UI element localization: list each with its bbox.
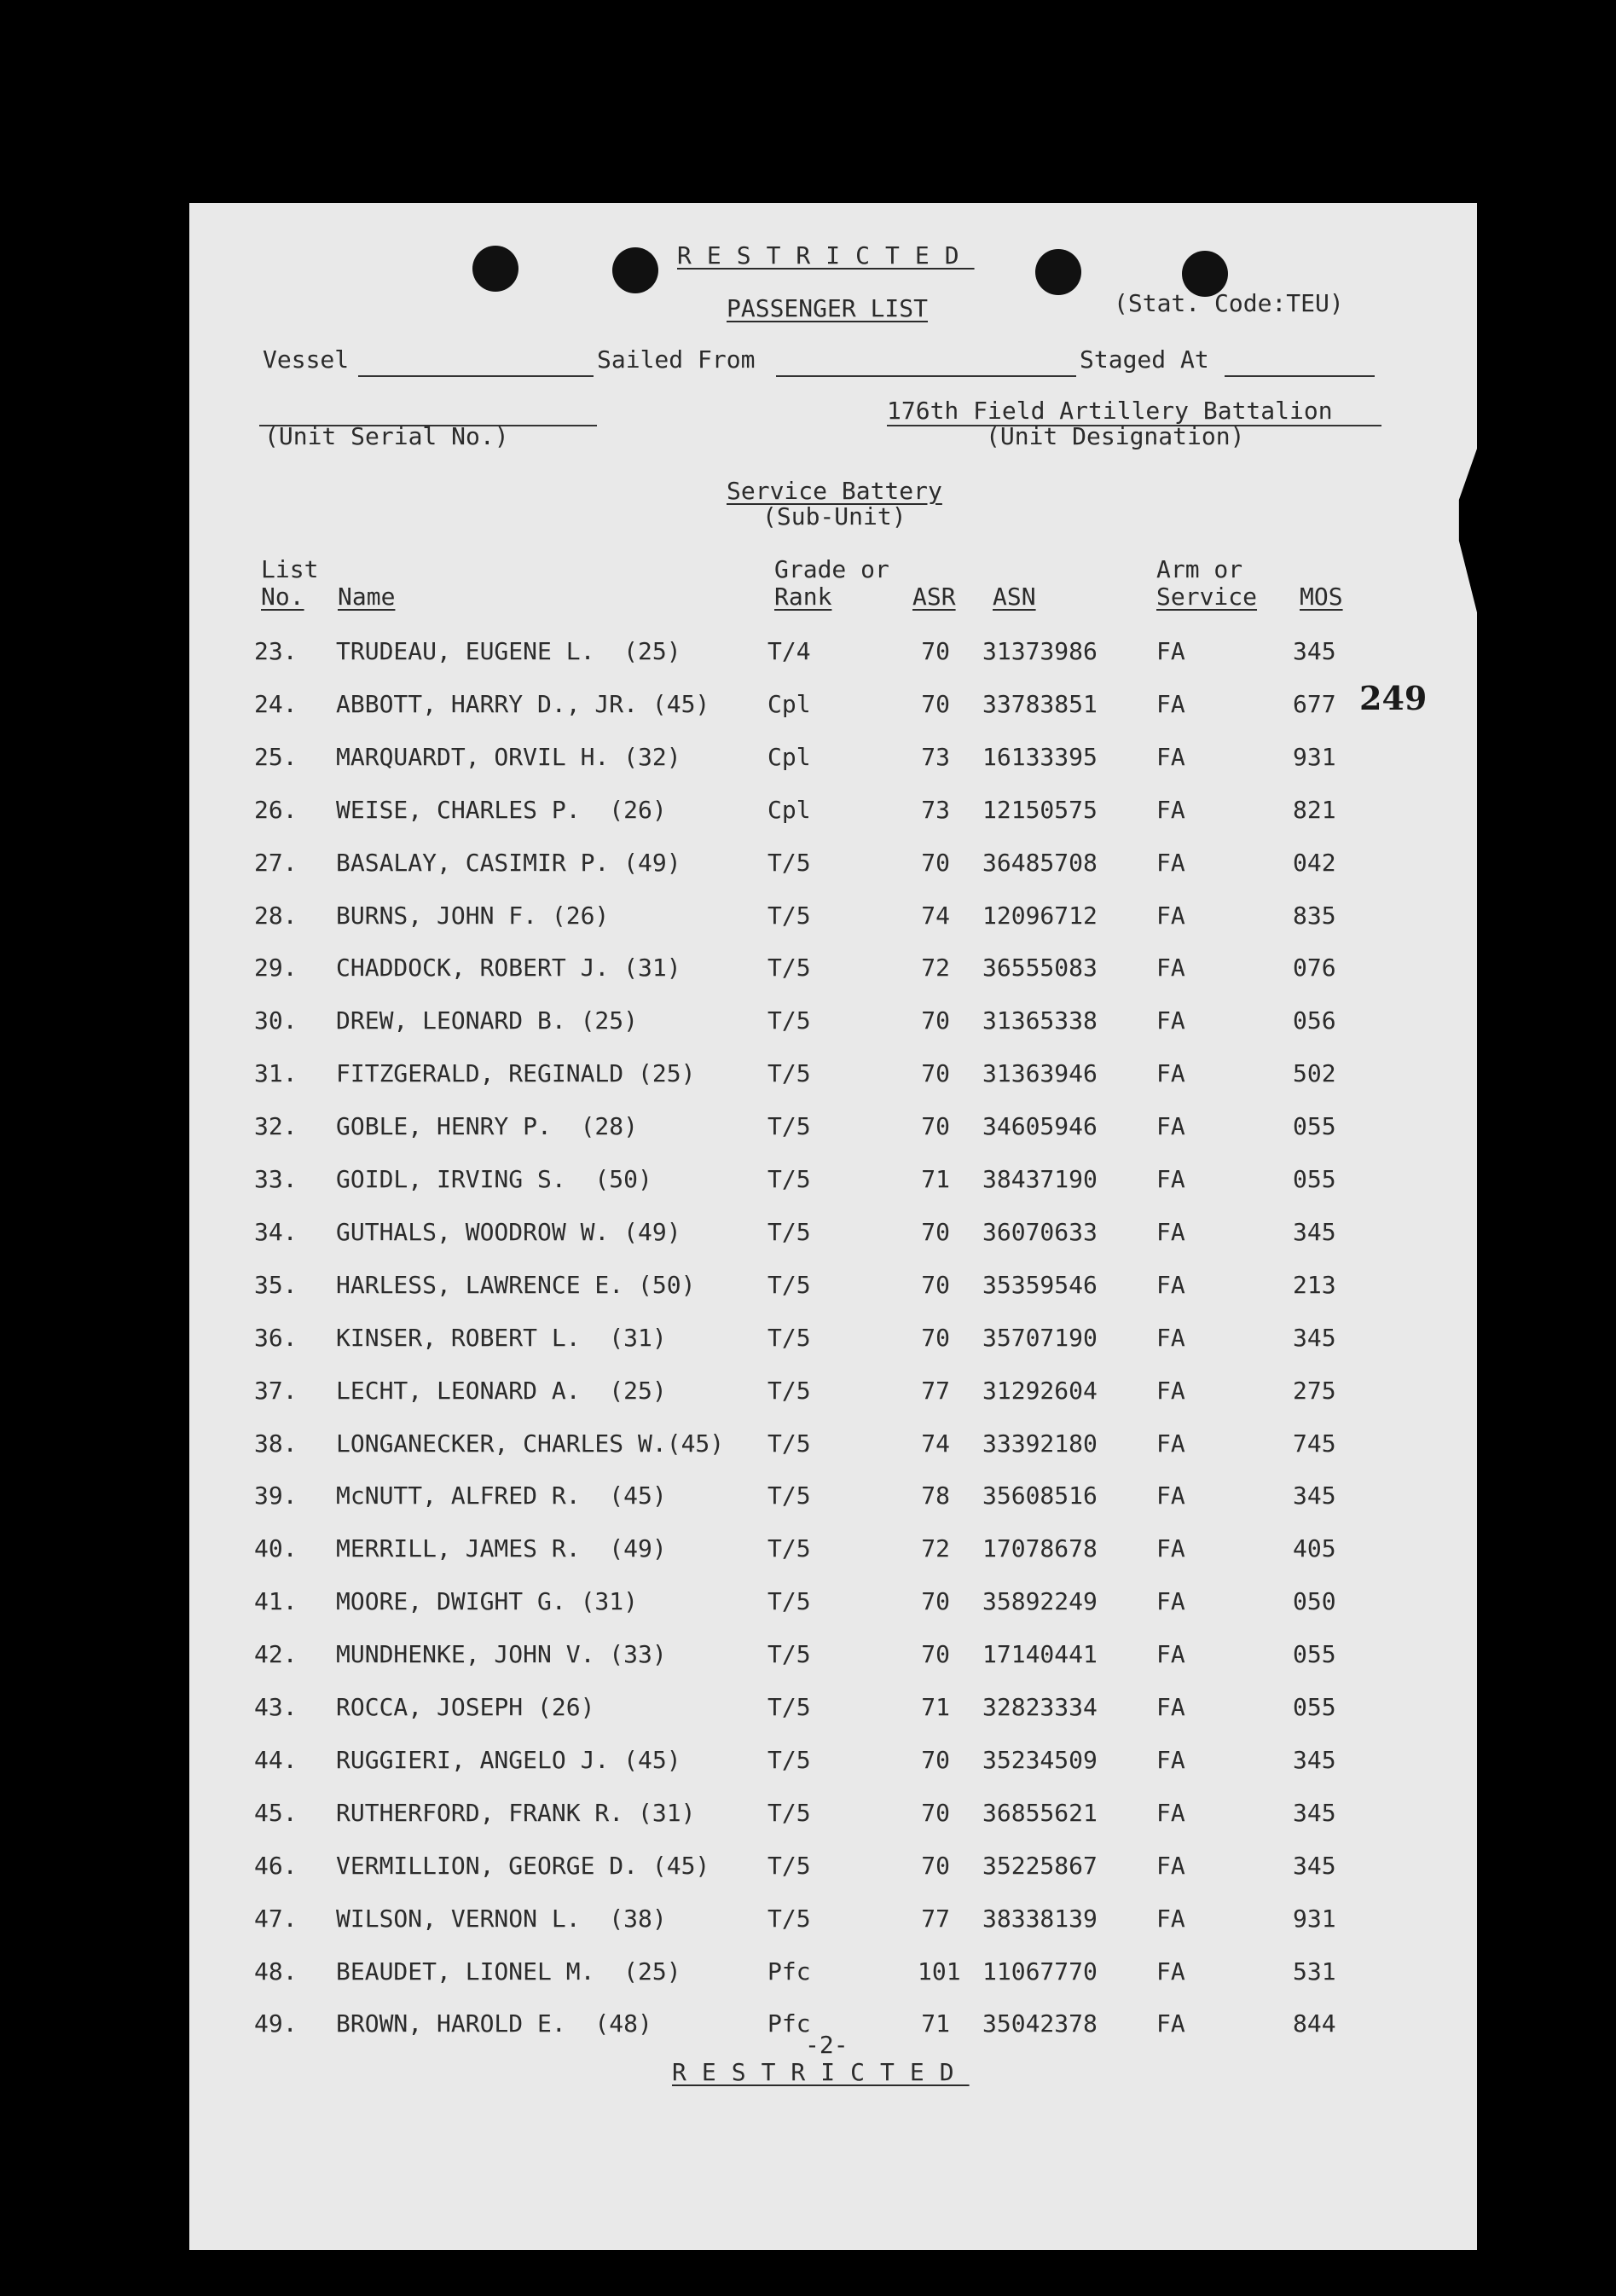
col-header-service: Service: [1156, 583, 1258, 611]
cell-asr: 78: [921, 1481, 950, 1510]
cell-name: MERRILL, JAMES R. (49): [336, 1534, 667, 1563]
cell-no: 25.: [254, 743, 298, 771]
cell-no: 27.: [254, 849, 298, 877]
col-header-name: Name: [338, 583, 396, 611]
cell-grade: T/5: [767, 1006, 811, 1035]
vessel-label: Vessel: [263, 345, 350, 374]
document-title: PASSENGER LIST: [727, 294, 929, 322]
cell-name: RUTHERFORD, FRANK R. (31): [336, 1799, 696, 1827]
cell-asr: 70: [921, 1852, 950, 1880]
cell-no: 45.: [254, 1799, 298, 1827]
col-header-rank: Rank: [774, 583, 832, 611]
cell-no: 31.: [254, 1059, 298, 1087]
cell-mos: 931: [1293, 743, 1336, 771]
cell-name: CHADDOCK, ROBERT J. (31): [336, 954, 681, 982]
cell-mos: 345: [1293, 637, 1336, 665]
cell-asn: 34605946: [982, 1112, 1098, 1140]
cell-arm: FA: [1156, 1799, 1185, 1827]
cell-arm: FA: [1156, 1324, 1185, 1352]
cell-asn: 33783851: [982, 690, 1098, 718]
cell-grade: Cpl: [767, 690, 811, 718]
cell-no: 33.: [254, 1165, 298, 1193]
cell-mos: 821: [1293, 796, 1336, 824]
cell-name: ROCCA, JOSEPH (26): [336, 1693, 595, 1721]
cell-grade: T/5: [767, 954, 811, 982]
cell-asr: 70: [921, 1218, 950, 1246]
cell-arm: FA: [1156, 796, 1185, 824]
cell-asn: 17078678: [982, 1534, 1098, 1563]
cell-asn: 31373986: [982, 637, 1098, 665]
table-row: [0, 1641, 1616, 1694]
sailed-from-field-line: [776, 375, 1076, 377]
cell-asr: 70: [921, 1587, 950, 1615]
cell-grade: T/5: [767, 902, 811, 930]
unit-name: 176th Field Artillery Battalion: [887, 397, 1333, 425]
cell-no: 43.: [254, 1693, 298, 1721]
unit-serial-label: (Unit Serial No.): [264, 422, 509, 450]
cell-name: RUGGIERI, ANGELO J. (45): [336, 1746, 681, 1774]
cell-arm: FA: [1156, 1534, 1185, 1563]
cell-arm: FA: [1156, 1957, 1185, 1986]
cell-grade: T/5: [767, 1534, 811, 1563]
sub-unit-label: (Sub-Unit): [762, 502, 906, 531]
cell-name: LONGANECKER, CHARLES W.(45): [336, 1429, 725, 1458]
cell-asn: 36855621: [982, 1799, 1098, 1827]
table-row: [0, 1800, 1616, 1852]
cell-mos: 042: [1293, 849, 1336, 877]
cell-asn: 35707190: [982, 1324, 1098, 1352]
cell-grade: T/5: [767, 1640, 811, 1668]
cell-asr: 70: [921, 849, 950, 877]
cell-no: 30.: [254, 1006, 298, 1035]
cell-arm: FA: [1156, 1481, 1185, 1510]
table-row: [0, 1219, 1616, 1272]
cell-asn: 17140441: [982, 1640, 1098, 1668]
cell-asn: 31363946: [982, 1059, 1098, 1087]
cell-grade: T/5: [767, 1905, 811, 1933]
table-row: [0, 1958, 1616, 2011]
cell-arm: FA: [1156, 1429, 1185, 1458]
cell-grade: Pfc: [767, 1957, 811, 1986]
cell-asn: 35359546: [982, 1271, 1098, 1299]
cell-asn: 31365338: [982, 1006, 1098, 1035]
cell-mos: 405: [1293, 1534, 1336, 1563]
stat-code: (Stat. Code:TEU): [1114, 289, 1344, 317]
cell-mos: 345: [1293, 1852, 1336, 1880]
cell-asn: 35892249: [982, 1587, 1098, 1615]
cell-asn: 36555083: [982, 954, 1098, 982]
cell-arm: FA: [1156, 1852, 1185, 1880]
cell-asr: 70: [921, 1324, 950, 1352]
cell-asn: 32823334: [982, 1693, 1098, 1721]
cell-name: BASALAY, CASIMIR P. (49): [336, 849, 681, 877]
cell-mos: 931: [1293, 1905, 1336, 1933]
cell-name: VERMILLION, GEORGE D. (45): [336, 1852, 710, 1880]
cell-asn: 16133395: [982, 743, 1098, 771]
restricted-stamp-bottom: RESTRICTED: [672, 2058, 970, 2086]
cell-mos: 531: [1293, 1957, 1336, 1986]
cell-asr: 73: [921, 796, 950, 824]
cell-no: 34.: [254, 1218, 298, 1246]
cell-grade: T/5: [767, 1324, 811, 1352]
cell-asr: 77: [921, 1377, 950, 1405]
cell-arm: FA: [1156, 1746, 1185, 1774]
cell-arm: FA: [1156, 1693, 1185, 1721]
staged-at-field-line: [1225, 375, 1375, 377]
cell-no: 24.: [254, 690, 298, 718]
cell-no: 28.: [254, 902, 298, 930]
table-row: [0, 954, 1616, 1007]
cell-name: MUNDHENKE, JOHN V. (33): [336, 1640, 667, 1668]
cell-asn: 35608516: [982, 1481, 1098, 1510]
cell-name: WILSON, VERNON L. (38): [336, 1905, 667, 1933]
table-row: [0, 1272, 1616, 1325]
cell-name: MOORE, DWIGHT G. (31): [336, 1587, 639, 1615]
cell-arm: FA: [1156, 1377, 1185, 1405]
table-row: [0, 797, 1616, 849]
cell-no: 26.: [254, 796, 298, 824]
cell-no: 35.: [254, 1271, 298, 1299]
cell-name: DREW, LEONARD B. (25): [336, 1006, 639, 1035]
cell-mos: 345: [1293, 1324, 1336, 1352]
cell-asr: 70: [921, 690, 950, 718]
cell-asr: 70: [921, 1059, 950, 1087]
punch-hole: [1035, 249, 1081, 295]
cell-asr: 74: [921, 902, 950, 930]
cell-asr: 74: [921, 1429, 950, 1458]
cell-grade: T/5: [767, 1112, 811, 1140]
cell-asr: 101: [918, 1957, 961, 1986]
col-header-list: List: [261, 555, 319, 583]
vessel-field-line: [358, 375, 594, 377]
cell-mos: 213: [1293, 1271, 1336, 1299]
cell-no: 29.: [254, 954, 298, 982]
restricted-stamp-top: RESTRICTED: [677, 241, 975, 270]
cell-asr: 72: [921, 954, 950, 982]
cell-mos: 275: [1293, 1377, 1336, 1405]
cell-no: 32.: [254, 1112, 298, 1140]
cell-name: WEISE, CHARLES P. (26): [336, 796, 667, 824]
cell-grade: T/5: [767, 1218, 811, 1246]
cell-mos: 055: [1293, 1693, 1336, 1721]
cell-no: 40.: [254, 1534, 298, 1563]
cell-grade: T/5: [767, 1429, 811, 1458]
cell-grade: T/5: [767, 1693, 811, 1721]
cell-mos: 050: [1293, 1587, 1336, 1615]
handwritten-number: 249: [1359, 679, 1428, 717]
cell-name: BEAUDET, LIONEL M. (25): [336, 1957, 681, 1986]
cell-arm: FA: [1156, 1218, 1185, 1246]
cell-no: 38.: [254, 1429, 298, 1458]
cell-grade: T/5: [767, 1746, 811, 1774]
cell-name: GUTHALS, WOODROW W. (49): [336, 1218, 681, 1246]
table-row: [0, 1588, 1616, 1641]
cell-mos: 076: [1293, 954, 1336, 982]
cell-name: BROWN, HAROLD E. (48): [336, 2009, 652, 2038]
cell-no: 48.: [254, 1957, 298, 1986]
cell-grade: T/5: [767, 1481, 811, 1510]
cell-name: McNUTT, ALFRED R. (45): [336, 1481, 667, 1510]
cell-mos: 055: [1293, 1165, 1336, 1193]
cell-arm: FA: [1156, 1271, 1185, 1299]
cell-asr: 71: [921, 2009, 950, 2038]
cell-name: HARLESS, LAWRENCE E. (50): [336, 1271, 696, 1299]
cell-mos: 345: [1293, 1746, 1336, 1774]
cell-asn: 12150575: [982, 796, 1098, 824]
col-header-asn: ASN: [993, 583, 1036, 611]
cell-no: 49.: [254, 2009, 298, 2038]
cell-arm: FA: [1156, 902, 1185, 930]
cell-mos: 502: [1293, 1059, 1336, 1087]
cell-name: BURNS, JOHN F. (26): [336, 902, 610, 930]
cell-arm: FA: [1156, 1905, 1185, 1933]
staged-at-label: Staged At: [1080, 345, 1209, 374]
cell-asr: 70: [921, 1640, 950, 1668]
cell-no: 46.: [254, 1852, 298, 1880]
table-row: [0, 1325, 1616, 1377]
table-row: [0, 1060, 1616, 1113]
cell-asn: 12096712: [982, 902, 1098, 930]
cell-arm: FA: [1156, 690, 1185, 718]
cell-name: KINSER, ROBERT L. (31): [336, 1324, 667, 1352]
cell-grade: T/5: [767, 1852, 811, 1880]
cell-asn: 38338139: [982, 1905, 1098, 1933]
cell-asr: 70: [921, 1112, 950, 1140]
cell-mos: 345: [1293, 1799, 1336, 1827]
page-number: -2-: [805, 2031, 849, 2059]
cell-grade: T/5: [767, 1587, 811, 1615]
table-row: [0, 1905, 1616, 1958]
cell-name: MARQUARDT, ORVIL H. (32): [336, 743, 681, 771]
cell-asn: 31292604: [982, 1377, 1098, 1405]
cell-mos: 345: [1293, 1218, 1336, 1246]
cell-asn: 33392180: [982, 1429, 1098, 1458]
cell-grade: T/5: [767, 1271, 811, 1299]
cell-no: 23.: [254, 637, 298, 665]
cell-mos: 055: [1293, 1112, 1336, 1140]
col-header-grade: Grade or: [774, 555, 889, 583]
table-row: [0, 1007, 1616, 1060]
cell-grade: T/4: [767, 637, 811, 665]
cell-arm: FA: [1156, 1165, 1185, 1193]
sub-unit-name: Service Battery: [727, 477, 942, 505]
cell-asr: 73: [921, 743, 950, 771]
cell-asr: 71: [921, 1693, 950, 1721]
table-row: [0, 1747, 1616, 1800]
cell-grade: T/5: [767, 1059, 811, 1087]
cell-mos: 055: [1293, 1640, 1336, 1668]
cell-arm: FA: [1156, 1112, 1185, 1140]
cell-arm: FA: [1156, 1059, 1185, 1087]
cell-asr: 72: [921, 1534, 950, 1563]
table-row: [0, 1430, 1616, 1483]
table-row: [0, 1694, 1616, 1747]
cell-name: FITZGERALD, REGINALD (25): [336, 1059, 696, 1087]
cell-mos: 844: [1293, 2009, 1336, 2038]
cell-asr: 70: [921, 1799, 950, 1827]
table-row: [0, 902, 1616, 955]
cell-no: 39.: [254, 1481, 298, 1510]
table-row: [0, 1113, 1616, 1166]
cell-grade: T/5: [767, 1165, 811, 1193]
cell-grade: T/5: [767, 1799, 811, 1827]
cell-asn: 36070633: [982, 1218, 1098, 1246]
cell-grade: T/5: [767, 1377, 811, 1405]
cell-mos: 345: [1293, 1481, 1336, 1510]
table-row: [0, 1535, 1616, 1588]
cell-mos: 056: [1293, 1006, 1336, 1035]
table-row: [0, 1482, 1616, 1535]
cell-asr: 70: [921, 1006, 950, 1035]
cell-asn: 11067770: [982, 1957, 1098, 1986]
cell-no: 37.: [254, 1377, 298, 1405]
cell-asn: 35042378: [982, 2009, 1098, 2038]
cell-name: LECHT, LEONARD A. (25): [336, 1377, 667, 1405]
table-row: [0, 744, 1616, 797]
cell-asr: 77: [921, 1905, 950, 1933]
cell-asr: 70: [921, 637, 950, 665]
punch-hole: [472, 246, 518, 292]
table-row: [0, 849, 1616, 902]
cell-grade: Cpl: [767, 796, 811, 824]
cell-name: TRUDEAU, EUGENE L. (25): [336, 637, 681, 665]
cell-no: 41.: [254, 1587, 298, 1615]
cell-asr: 70: [921, 1746, 950, 1774]
cell-no: 36.: [254, 1324, 298, 1352]
cell-asr: 71: [921, 1165, 950, 1193]
cell-grade: Cpl: [767, 743, 811, 771]
cell-name: GOBLE, HENRY P. (28): [336, 1112, 639, 1140]
cell-asn: 35225867: [982, 1852, 1098, 1880]
cell-arm: FA: [1156, 743, 1185, 771]
cell-no: 44.: [254, 1746, 298, 1774]
col-header-arm: Arm or: [1156, 555, 1243, 583]
cell-arm: FA: [1156, 637, 1185, 665]
cell-mos: 677: [1293, 690, 1336, 718]
col-header-asr: ASR: [912, 583, 956, 611]
cell-no: 42.: [254, 1640, 298, 1668]
cell-name: GOIDL, IRVING S. (50): [336, 1165, 652, 1193]
cell-mos: 745: [1293, 1429, 1336, 1458]
table-row: [0, 1166, 1616, 1219]
cell-arm: FA: [1156, 1587, 1185, 1615]
cell-arm: FA: [1156, 1640, 1185, 1668]
cell-arm: FA: [1156, 1006, 1185, 1035]
sailed-from-label: Sailed From: [597, 345, 756, 374]
cell-arm: FA: [1156, 2009, 1185, 2038]
cell-arm: FA: [1156, 954, 1185, 982]
cell-grade: Pfc: [767, 2009, 811, 2038]
cell-asr: 70: [921, 1271, 950, 1299]
cell-asn: 36485708: [982, 849, 1098, 877]
cell-no: 47.: [254, 1905, 298, 1933]
table-row: [0, 1377, 1616, 1430]
cell-grade: T/5: [767, 849, 811, 877]
col-header-no: No.: [261, 583, 304, 611]
unit-designation-label: (Unit Designation): [986, 422, 1245, 450]
cell-name: ABBOTT, HARRY D., JR. (45): [336, 690, 710, 718]
punch-hole: [612, 247, 658, 293]
cell-arm: FA: [1156, 849, 1185, 877]
cell-asn: 35234509: [982, 1746, 1098, 1774]
table-row: [0, 1852, 1616, 1905]
col-header-mos: MOS: [1300, 583, 1343, 611]
cell-asn: 38437190: [982, 1165, 1098, 1193]
cell-mos: 835: [1293, 902, 1336, 930]
